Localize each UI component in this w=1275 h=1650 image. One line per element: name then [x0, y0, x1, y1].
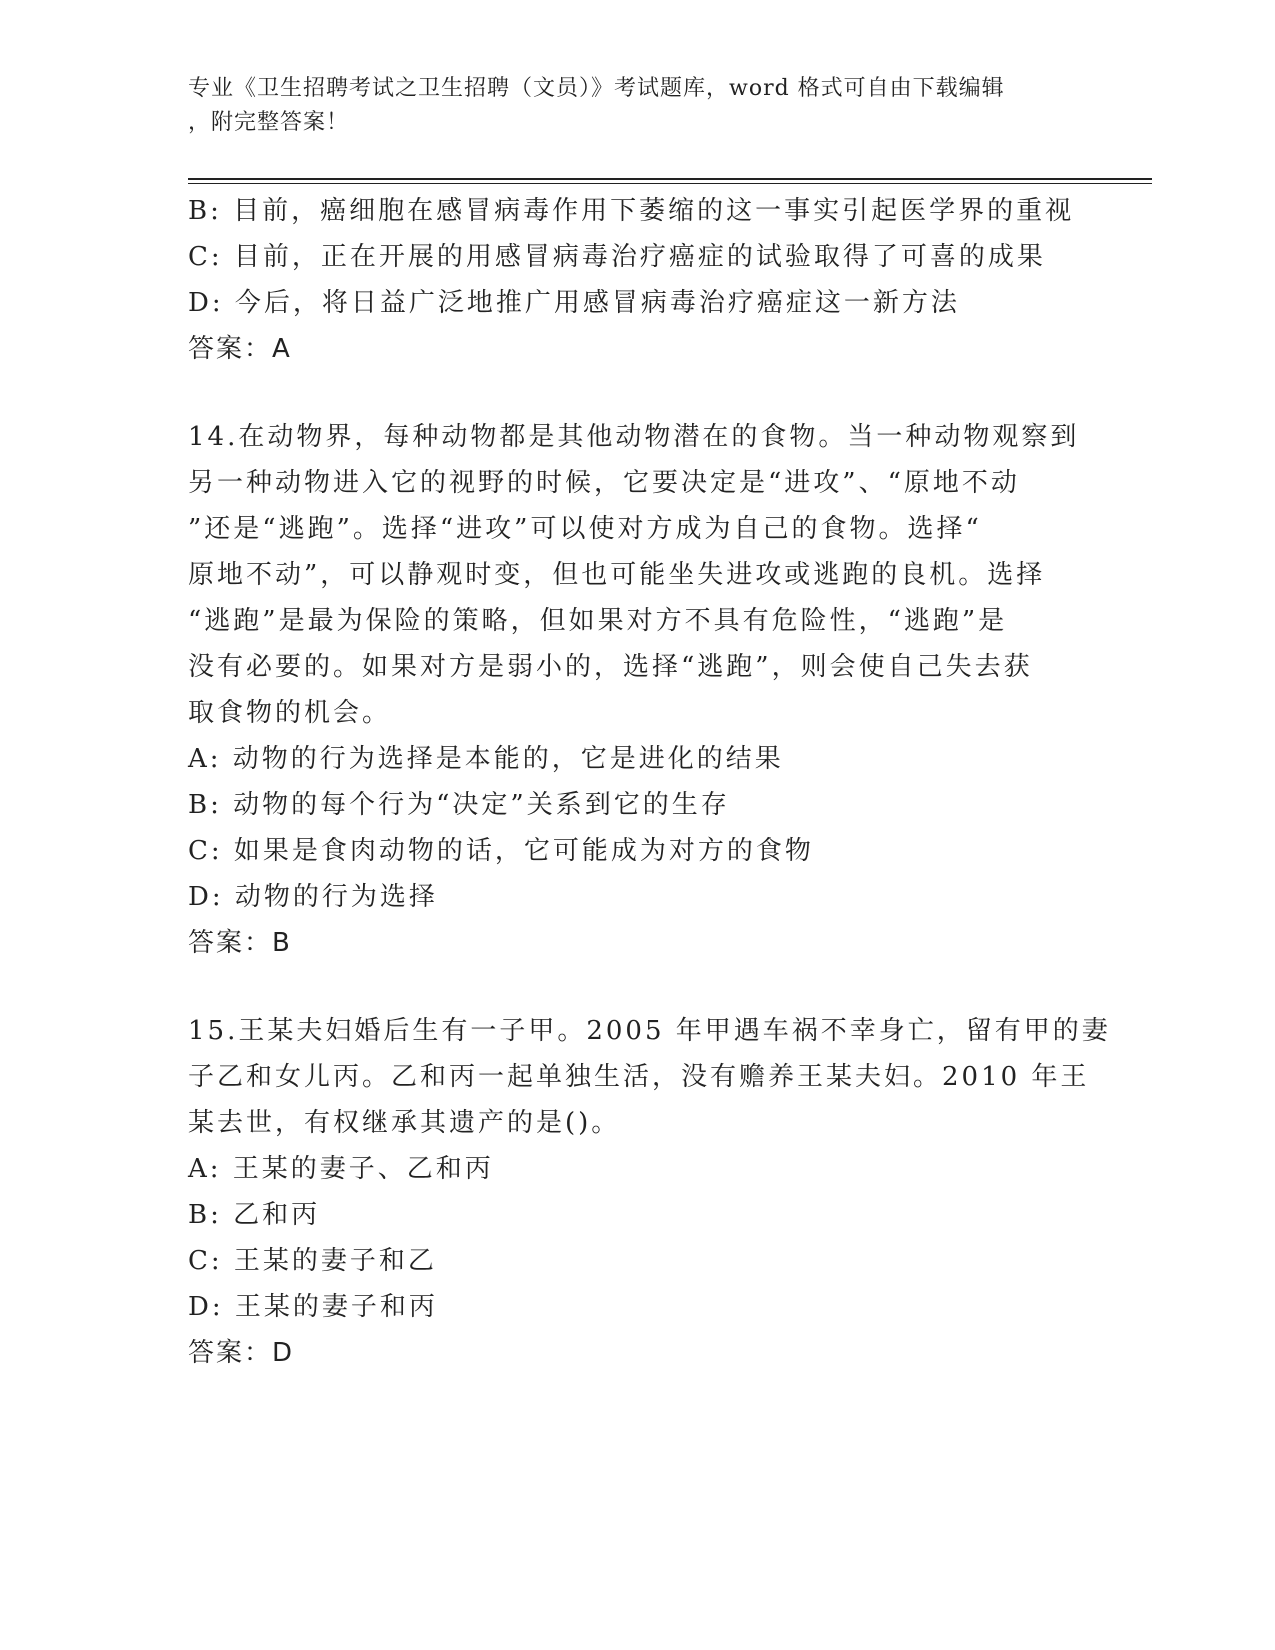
option-c: C: 目前，正在开展的用感冒病毒治疗癌症的试验取得了可喜的成果 [188, 242, 1046, 272]
header-divider-thick [188, 178, 1152, 180]
answer-label: 答案：B [188, 928, 292, 958]
option-b: B: 动物的每个行为“决定”关系到它的生存 [188, 790, 730, 820]
option-c: C: 如果是食肉动物的话，它可能成为对方的食物 [188, 836, 814, 866]
option-d: D: 今后，将日益广泛地推广用感冒病毒治疗癌症这一新方法 [188, 288, 960, 318]
question-14 [188, 414, 1088, 966]
stem-line: 没有必要的。如果对方是弱小的，选择“逃跑”，则会使自己失去获 [188, 652, 1033, 682]
answer-label: 答案：A [188, 334, 292, 364]
question-15 [188, 1008, 1111, 1376]
option-a: A: 王某的妻子、乙和丙 [188, 1154, 494, 1184]
stem-line: 另一种动物进入它的视野的时候，它要决定是“进攻”、“原地不动 [188, 468, 1020, 498]
question-stem [188, 1008, 1111, 1146]
header-divider-thin [188, 183, 1152, 184]
header-line-2: ，附完整答案！ [188, 110, 350, 135]
document-header [188, 72, 1068, 140]
document-body [188, 188, 1111, 1376]
header-line-1: 专业《卫生招聘考试之卫生招聘（文员）》考试题库，word 格式可自由下载编辑 [188, 76, 1005, 101]
option-d: D: 王某的妻子和丙 [188, 1292, 438, 1322]
option-b: B: 目前，癌细胞在感冒病毒作用下萎缩的这一事实引起医学界的重视 [188, 196, 1075, 226]
stem-line: “逃跑”是最为保险的策略，但如果对方不具有危险性，“逃跑”是 [188, 606, 1008, 636]
option-c: C: 王某的妻子和乙 [188, 1246, 437, 1276]
option-d: D: 动物的行为选择 [188, 882, 438, 912]
stem-line: 14.在动物界，每种动物都是其他动物潜在的食物。当一种动物观察到 [188, 422, 1080, 452]
stem-line: 某去世，有权继承其遗产的是()。 [188, 1108, 621, 1138]
option-a: A: 动物的行为选择是本能的，它是进化的结果 [188, 744, 784, 774]
stem-line: 原地不动”，可以静观时变，但也可能坐失进攻或逃跑的良机。选择 [188, 560, 1046, 590]
option-b: B: 乙和丙 [188, 1200, 321, 1230]
stem-line: 取食物的机会。 [188, 698, 392, 728]
stem-line: 15.王某夫妇婚后生有一子甲。2005 年甲遇车祸不幸身亡，留有甲的妻 [188, 1016, 1111, 1046]
stem-line: ”还是“逃跑”。选择“进攻”可以使对方成为自己的食物。选择“ [188, 514, 982, 544]
answer-label: 答案：D [188, 1338, 295, 1368]
question-stem [188, 414, 1088, 736]
stem-line: 子乙和女儿丙。乙和丙一起单独生活，没有赡养王某夫妇。2010 年王 [188, 1062, 1090, 1092]
question-13 [188, 188, 1088, 372]
